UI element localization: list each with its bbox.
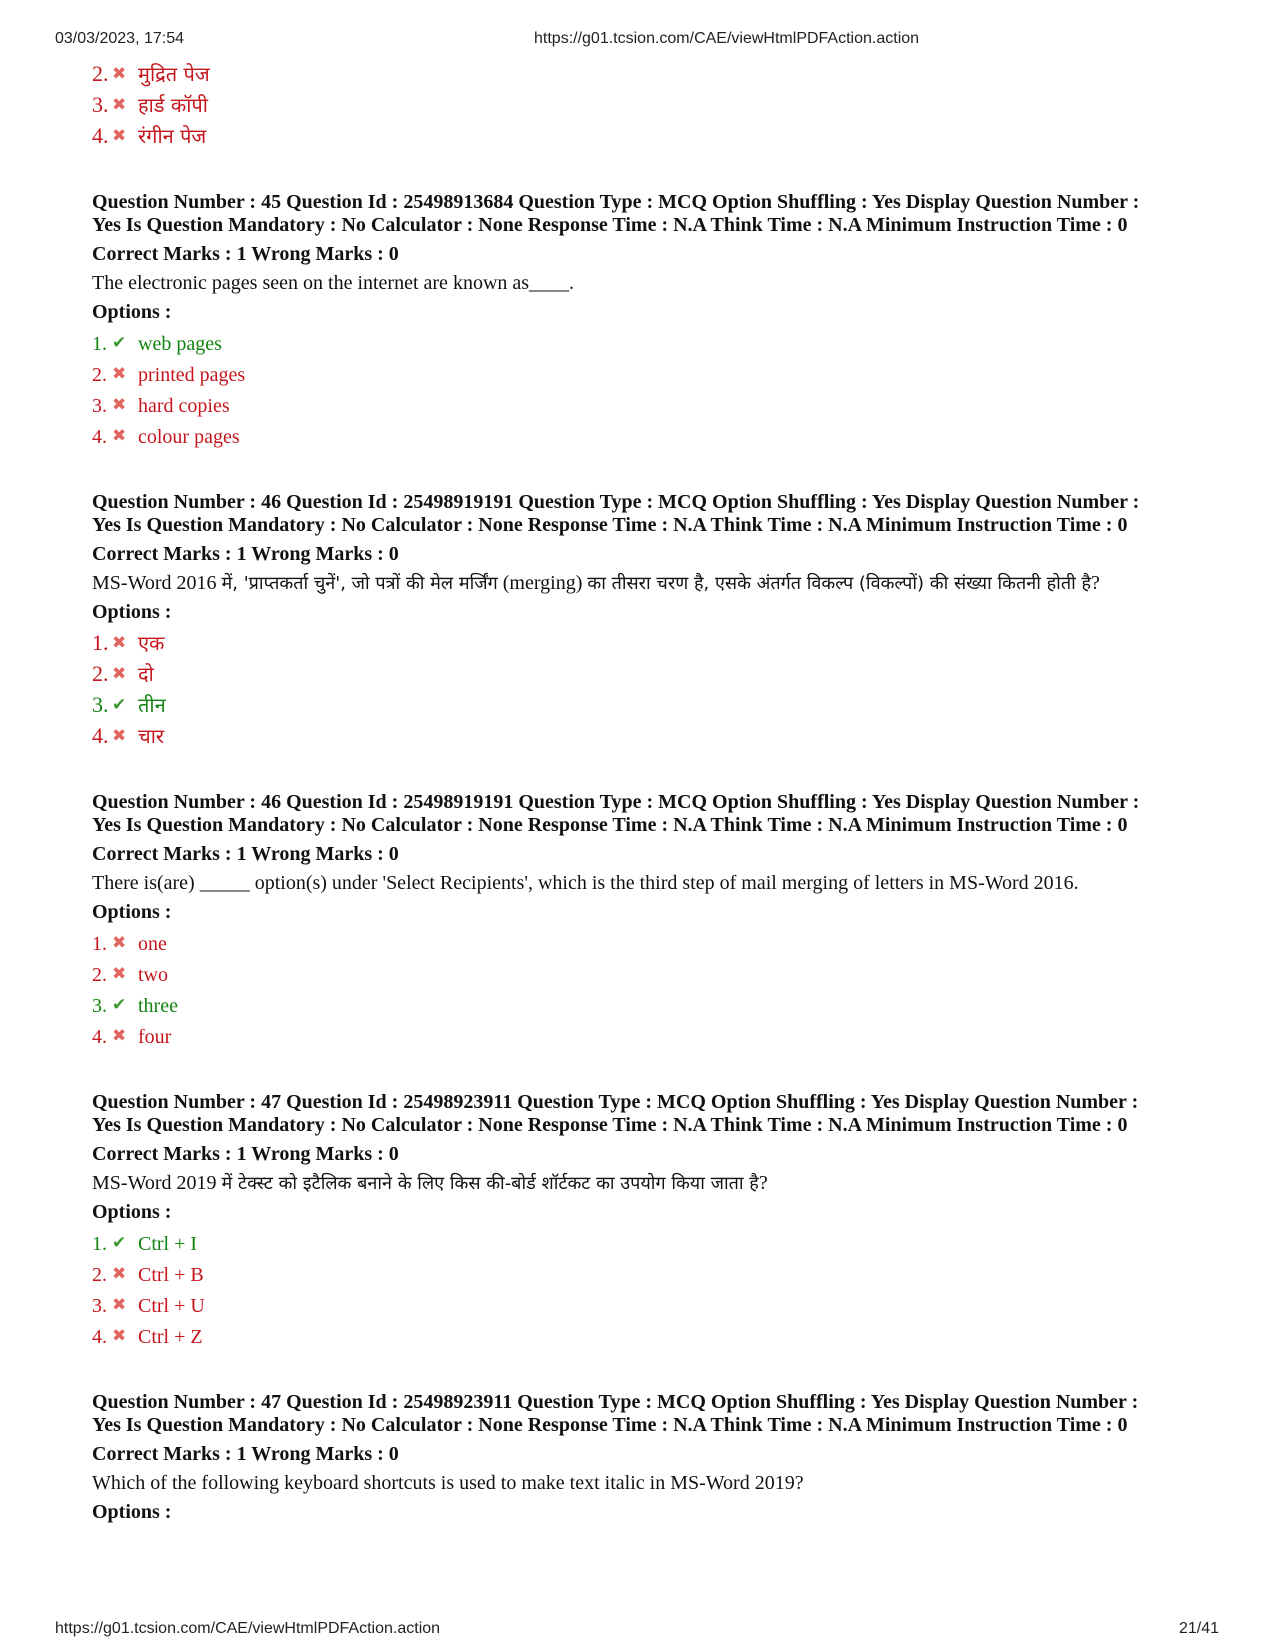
option-number: 4. bbox=[92, 1026, 107, 1048]
question-marks: Correct Marks : 1 Wrong Marks : 0 bbox=[92, 1443, 399, 1465]
option-number: 4. bbox=[92, 1326, 107, 1348]
question-meta-line: Yes Is Question Mandatory : No Calculator : None Response Time : N.A Think Time : N.A Minimum Instruction Time : 0 bbox=[92, 514, 1128, 536]
question-meta bbox=[92, 1391, 1202, 1437]
option-row bbox=[92, 1320, 1202, 1351]
option-text: colour pages bbox=[138, 426, 240, 448]
option-number: 2. bbox=[92, 1264, 107, 1286]
option-text: एक bbox=[138, 631, 165, 655]
cross-mark-icon: ✖ bbox=[112, 726, 127, 745]
check-mark-icon: ✔ bbox=[112, 333, 127, 352]
print-datetime: 03/03/2023, 17:54 bbox=[55, 30, 185, 47]
option-row bbox=[92, 389, 1202, 420]
question-text-part: का तीसरा चरण है, एसके अंतर्गत विकल्प (विकल्पों) की संख्या कितनी होती है bbox=[587, 573, 1092, 594]
question-text-part: (merging) bbox=[497, 572, 588, 594]
question-marks: Correct Marks : 1 Wrong Marks : 0 bbox=[92, 243, 399, 265]
question-marks: Correct Marks : 1 Wrong Marks : 0 bbox=[92, 1143, 399, 1165]
option-text: two bbox=[138, 964, 168, 986]
option-number: 3. bbox=[92, 692, 109, 717]
question-paper-content bbox=[92, 58, 1202, 1527]
option-text: four bbox=[138, 1026, 172, 1048]
print-header bbox=[0, 30, 1275, 50]
option-number: 3. bbox=[92, 1295, 107, 1317]
option-row bbox=[92, 58, 1202, 89]
option-row bbox=[92, 1020, 1202, 1051]
option-number: 4. bbox=[92, 426, 107, 448]
option-text: Ctrl + I bbox=[138, 1233, 198, 1255]
option-row bbox=[92, 720, 1202, 751]
option-row bbox=[92, 1289, 1202, 1320]
option-text: Ctrl + B bbox=[138, 1264, 204, 1286]
cross-mark-icon: ✖ bbox=[112, 664, 127, 683]
print-footer bbox=[0, 1620, 1275, 1640]
option-number: 3. bbox=[92, 995, 107, 1017]
option-text: Ctrl + Z bbox=[138, 1326, 203, 1348]
carryover-options bbox=[92, 58, 1202, 151]
options-label: Options : bbox=[92, 901, 172, 923]
option-row bbox=[92, 1258, 1202, 1289]
question-meta-line: Question Number : 46 Question Id : 25498919191 Question Type : MCQ Option Shuffling : Yes Display Question Number : bbox=[92, 491, 1140, 513]
option-text: चार bbox=[138, 724, 165, 748]
question-text-part: MS-Word 2019 bbox=[92, 1172, 222, 1194]
question-meta-line: Question Number : 46 Question Id : 25498919191 Question Type : MCQ Option Shuffling : Yes Display Question Number : bbox=[92, 791, 1140, 813]
question-block bbox=[92, 1391, 1202, 1526]
question-text-part: The electronic pages seen on the internet are known as____. bbox=[92, 272, 575, 294]
question-meta-line: Yes Is Question Mandatory : No Calculator : None Response Time : N.A Think Time : N.A Minimum Instruction Time : 0 bbox=[92, 814, 1128, 836]
question-text-part: Which of the following keyboard shortcuts is used to make text italic in MS-Word 2019? bbox=[92, 1472, 804, 1494]
question-meta-line: Yes Is Question Mandatory : No Calculator : None Response Time : N.A Think Time : N.A Minimum Instruction Time : 0 bbox=[92, 1114, 1128, 1136]
options-label: Options : bbox=[92, 1501, 172, 1523]
option-text: hard copies bbox=[138, 395, 230, 417]
cross-mark-icon: ✖ bbox=[112, 1264, 127, 1283]
question-text bbox=[92, 1470, 1202, 1497]
option-number: 2. bbox=[92, 661, 109, 686]
cross-mark-icon: ✖ bbox=[112, 64, 127, 83]
option-text: तीन bbox=[138, 693, 166, 717]
question-meta bbox=[92, 1091, 1202, 1137]
option-number: 3. bbox=[92, 395, 107, 417]
option-text: printed pages bbox=[138, 364, 246, 386]
option-row bbox=[92, 689, 1202, 720]
option-text: web pages bbox=[138, 333, 222, 355]
question-text-part: ? bbox=[1091, 572, 1100, 594]
print-url-footer: https://g01.tcsion.com/CAE/viewHtmlPDFAction.action bbox=[55, 1620, 441, 1637]
question-text-part: There is(are) _____ option(s) under 'Select Recipients', which is the third step of mail merging of letters in MS-Word 2016. bbox=[92, 872, 1079, 894]
options-label: Options : bbox=[92, 301, 172, 323]
option-text: रंगीन पेज bbox=[138, 124, 207, 148]
question-meta-line: Question Number : 47 Question Id : 25498923911 Question Type : MCQ Option Shuffling : Yes Display Question Number : bbox=[92, 1091, 1139, 1113]
options-label: Options : bbox=[92, 601, 172, 623]
cross-mark-icon: ✖ bbox=[112, 426, 127, 445]
option-row bbox=[92, 1227, 1202, 1258]
cross-mark-icon: ✖ bbox=[112, 126, 127, 145]
option-row bbox=[92, 420, 1202, 451]
check-mark-icon: ✔ bbox=[112, 1233, 127, 1252]
option-row bbox=[92, 627, 1202, 658]
question-block bbox=[92, 791, 1202, 1051]
cross-mark-icon: ✖ bbox=[112, 633, 127, 652]
option-row bbox=[92, 120, 1202, 151]
option-number: 2. bbox=[92, 364, 107, 386]
option-row bbox=[92, 358, 1202, 389]
option-number: 2. bbox=[92, 964, 107, 986]
cross-mark-icon: ✖ bbox=[112, 964, 127, 983]
option-number: 1. bbox=[92, 333, 107, 355]
options-label: Options : bbox=[92, 1201, 172, 1223]
option-text: दो bbox=[138, 662, 154, 686]
cross-mark-icon: ✖ bbox=[112, 395, 127, 414]
option-row bbox=[92, 958, 1202, 989]
question-text-part: ? bbox=[758, 1172, 768, 1194]
option-text: मुद्रित पेज bbox=[138, 62, 210, 86]
question-meta-line: Yes Is Question Mandatory : No Calculator : None Response Time : N.A Think Time : N.A Minimum Instruction Time : 0 bbox=[92, 1414, 1128, 1436]
option-row bbox=[92, 89, 1202, 120]
question-meta bbox=[92, 491, 1202, 537]
question-marks: Correct Marks : 1 Wrong Marks : 0 bbox=[92, 543, 399, 565]
question-block bbox=[92, 1091, 1202, 1351]
cross-mark-icon: ✖ bbox=[112, 364, 127, 383]
page-number: 21/41 bbox=[1178, 1620, 1219, 1637]
question-marks: Correct Marks : 1 Wrong Marks : 0 bbox=[92, 843, 399, 865]
option-number: 1. bbox=[92, 933, 107, 955]
option-text: three bbox=[138, 995, 178, 1017]
cross-mark-icon: ✖ bbox=[112, 95, 127, 114]
question-meta bbox=[92, 191, 1202, 237]
cross-mark-icon: ✖ bbox=[112, 1326, 127, 1345]
option-number: 2. bbox=[92, 61, 109, 86]
question-text-part: में टेक्स्ट को इटैलिक बनाने के लिए किस की-बोर्ड शॉर्टकट का उपयोग किया जाता है bbox=[221, 1173, 759, 1194]
option-row bbox=[92, 327, 1202, 358]
question-text-part: MS-Word 2016 bbox=[92, 572, 222, 594]
option-number: 4. bbox=[92, 123, 109, 148]
option-number: 4. bbox=[92, 723, 109, 748]
print-url-header: https://g01.tcsion.com/CAE/viewHtmlPDFAction.action bbox=[534, 30, 920, 47]
option-number: 1. bbox=[92, 1233, 107, 1255]
option-number: 3. bbox=[92, 92, 109, 117]
check-mark-icon: ✔ bbox=[112, 995, 127, 1014]
cross-mark-icon: ✖ bbox=[112, 1026, 127, 1045]
option-text: Ctrl + U bbox=[138, 1295, 205, 1317]
option-row bbox=[92, 658, 1202, 689]
option-row bbox=[92, 989, 1202, 1020]
question-text-part: में, 'प्राप्तकर्ता चुनें', जो पत्रों की मेल मर्जिंग bbox=[221, 573, 498, 594]
cross-mark-icon: ✖ bbox=[112, 933, 127, 952]
question-block bbox=[92, 491, 1202, 751]
check-mark-icon: ✔ bbox=[112, 695, 127, 714]
option-row bbox=[92, 927, 1202, 958]
question-block bbox=[92, 191, 1202, 451]
question-meta-line: Yes Is Question Mandatory : No Calculator : None Response Time : N.A Think Time : N.A Minimum Instruction Time : 0 bbox=[92, 214, 1128, 236]
question-text bbox=[92, 870, 1202, 897]
question-text bbox=[92, 270, 1202, 297]
question-text bbox=[92, 1170, 1202, 1197]
option-number: 1. bbox=[92, 630, 109, 655]
option-text: हार्ड कॉपी bbox=[138, 93, 208, 117]
option-text: one bbox=[138, 933, 167, 955]
question-meta bbox=[92, 791, 1202, 837]
question-text bbox=[92, 570, 1202, 597]
question-meta-line: Question Number : 45 Question Id : 25498913684 Question Type : MCQ Option Shuffling : Yes Display Question Number : bbox=[92, 191, 1140, 213]
question-meta-line: Question Number : 47 Question Id : 25498923911 Question Type : MCQ Option Shuffling : Yes Display Question Number : bbox=[92, 1391, 1139, 1413]
cross-mark-icon: ✖ bbox=[112, 1295, 127, 1314]
